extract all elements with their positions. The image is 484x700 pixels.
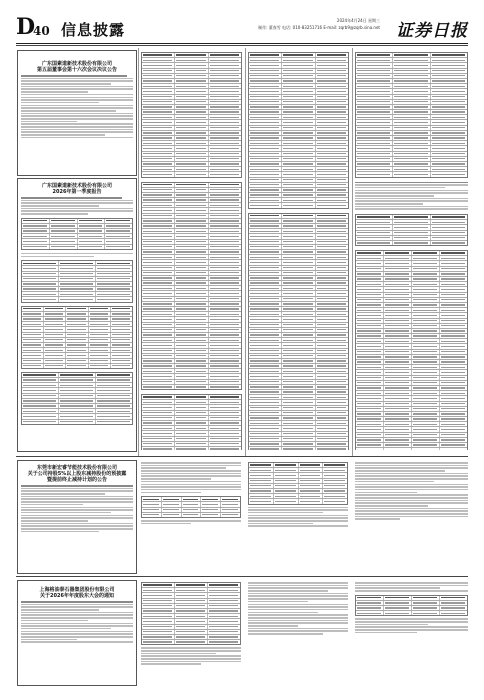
- announcement-text: [248, 580, 348, 684]
- disclosure-table: [355, 250, 468, 450]
- announcement-subtitle: 第五届董事会第十六次会议决议公告: [36, 67, 117, 73]
- announcement-title: 东莞市新宏睿节能技术股份有限公司: [36, 465, 117, 471]
- announcement-subtitle: 关于2026年年度股东大会的通知: [40, 593, 114, 599]
- column-divider: [138, 48, 139, 456]
- header-rule-thin: [16, 45, 468, 46]
- announcement-body: [18, 197, 136, 215]
- section-title: 信息披露: [61, 21, 126, 39]
- meeting-agenda: [141, 580, 241, 684]
- page-header: [16, 16, 468, 42]
- disclosure-table: [355, 52, 468, 178]
- announcement-text: [141, 460, 241, 572]
- announcement-title: 广东国素道新技术股份有限公司: [41, 183, 112, 189]
- announcement-block: [17, 580, 137, 686]
- announcement-title: 广东国素道新技术股份有限公司: [41, 61, 112, 67]
- shareholding-table: [248, 462, 348, 505]
- column-divider: [352, 48, 353, 456]
- balance-sheet-table: [141, 52, 242, 178]
- cash-flow-table: [141, 394, 242, 450]
- brand-logo: 证券日报: [396, 21, 468, 41]
- publication-date: 2024年4月24日 星期三: [336, 18, 380, 23]
- announcement-subtitle: 2026年第一季度报告: [52, 189, 102, 195]
- announcement-block: [17, 178, 137, 452]
- publication-meta: 制作: 董春雪 电话: 010-83251716 E-mail: zqrb9@zqrb.sina.net: [258, 25, 380, 30]
- financial-table: [21, 260, 133, 303]
- column-divider: [245, 48, 246, 456]
- agenda-table: [141, 582, 241, 645]
- page-number: 40: [33, 24, 50, 38]
- announcement-text: [355, 580, 468, 684]
- announcement-title: 上海格油泰石器集团股份有限公司: [39, 587, 115, 593]
- announcement-subtitle: 关于公司持股5%以上股东减持股份的预披露: [27, 471, 127, 477]
- financial-statements-column: [141, 50, 242, 450]
- header-rule: [16, 43, 468, 44]
- announcement-text: [248, 460, 348, 572]
- proxy-form-table: [355, 595, 468, 617]
- announcement-block: [17, 50, 137, 176]
- section-divider: [16, 456, 468, 457]
- reduction-table: [141, 496, 241, 518]
- announcement-text: [355, 460, 468, 572]
- income-statement-table: [141, 182, 242, 391]
- section-divider: [16, 576, 468, 577]
- disclosure-text: [355, 182, 468, 210]
- page-letter: D: [16, 14, 36, 40]
- announcement-block: [17, 460, 137, 574]
- consolidated-balance-table: [248, 52, 349, 209]
- announcement-body: [18, 601, 136, 643]
- shareholder-table: [21, 306, 133, 369]
- announcement-body: [18, 75, 136, 138]
- announcement-body: [18, 485, 136, 532]
- financial-table: [21, 372, 133, 425]
- disclosure-table: [355, 214, 468, 246]
- announcement-subtitle: 暨提前终止减持计划的公告: [46, 477, 107, 483]
- financial-table: [21, 218, 133, 250]
- disclosure-column: [355, 50, 468, 450]
- consolidated-income-table: [248, 213, 349, 450]
- financial-statements-column: [248, 50, 349, 450]
